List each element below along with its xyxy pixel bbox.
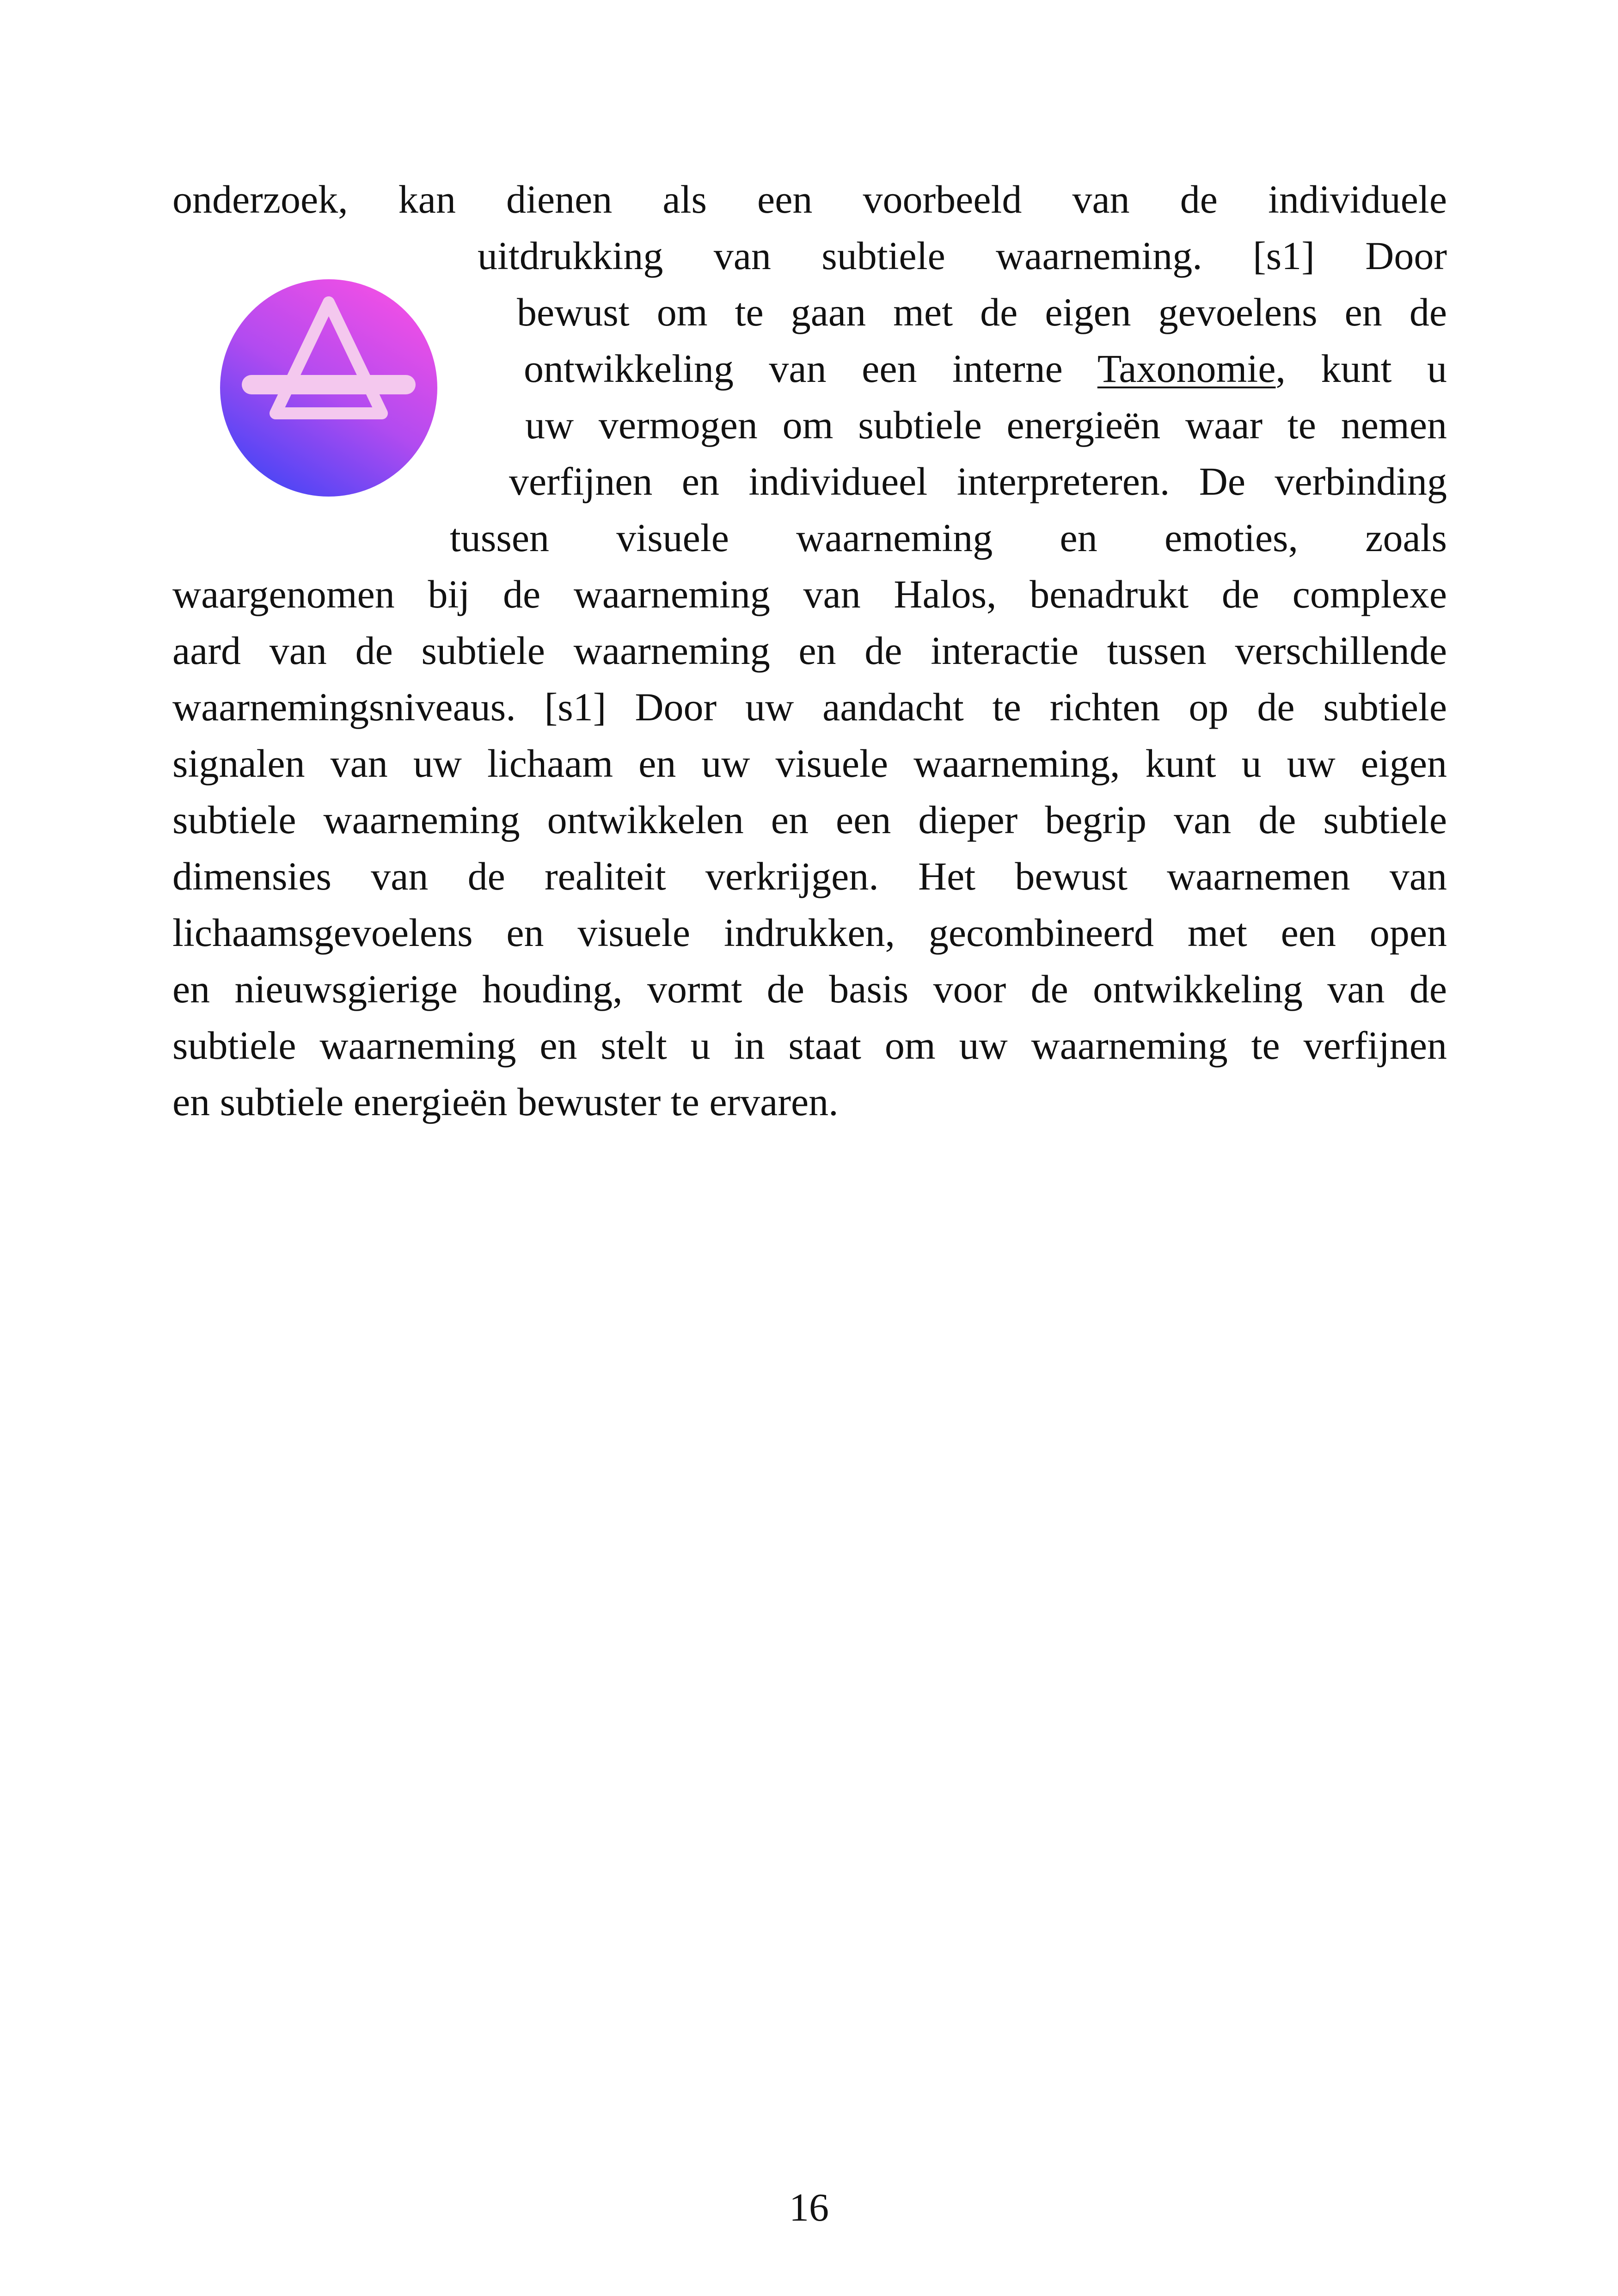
taxonomie-link[interactable]: Taxonomie <box>1097 346 1276 391</box>
text-line: dimensies van de realiteit verkrijgen. Het bewust waarnemen van <box>172 854 1447 898</box>
text-segment: ontwikkeling van een interne <box>524 346 1097 391</box>
text-line: bewust om te gaan met de eigen gevoelens en de <box>517 290 1447 334</box>
text-line <box>524 340 1447 397</box>
text-line: lichaamsgevoelens en visuele indrukken, gecombineerd met een open <box>172 910 1447 955</box>
text-line: onderzoek, kan dienen als een voorbeeld van de individuele <box>172 177 1447 221</box>
text-line: uitdrukking van subtiele waarneming. [s1] Door <box>478 233 1447 278</box>
text-line: en subtiele energieën bewuster te ervaren. <box>172 1080 839 1124</box>
page-number: 16 <box>789 2185 829 2229</box>
text-line: subtiele waarneming en stelt u in staat om uw waarneming te verfijnen <box>172 1023 1447 1068</box>
text-line: en nieuwsgierige houding, vormt de basis voor de ontwikkeling van de <box>172 967 1447 1011</box>
text-line: subtiele waarneming ontwikkelen en een dieper begrip van de subtiele <box>172 798 1447 842</box>
text-segment: , kunt u <box>1275 346 1447 391</box>
text-line: uw vermogen om subtiele energieën waar te nemen <box>525 403 1447 447</box>
text-line: aard van de subtiele waarneming en de interactie tussen verschillende <box>172 628 1447 673</box>
text-line: signalen van uw lichaam en uw visuele waarneming, kunt u uw eigen <box>172 741 1447 786</box>
body-paragraph <box>172 171 1447 1130</box>
text-line: tussen visuele waarneming en emoties, zoals <box>450 516 1447 560</box>
text-line: verfijnen en individueel interpreteren. De verbinding <box>509 459 1447 503</box>
text-line: waargenomen bij de waarneming van Halos, benadrukt de complexe <box>172 572 1447 616</box>
text-line: waarnemingsniveaus. [s1] Door uw aandacht te richten op de subtiele <box>172 685 1447 729</box>
